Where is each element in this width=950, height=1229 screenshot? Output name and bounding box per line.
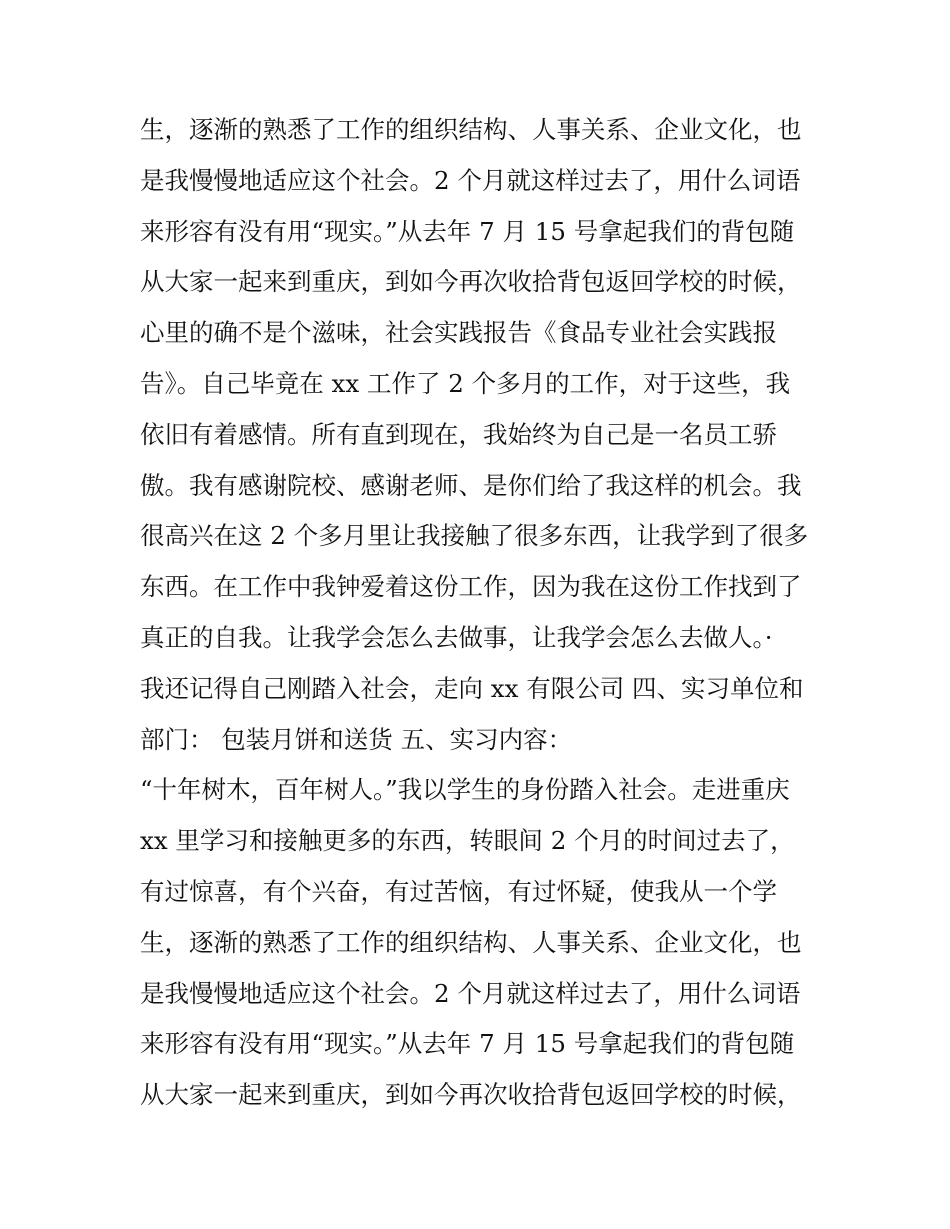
text-line: 是我慢慢地适应这个社会。2 个月就这样过去了，用什么词语 bbox=[140, 165, 801, 195]
text-line: 来形容有没有用“现实。”从去年 7 月 15 号拿起我们的背包随 bbox=[140, 1029, 795, 1059]
text-line: 从大家一起来到重庆，到如今再次收拾背包返回学校的时候， bbox=[140, 267, 802, 297]
text-line: 很高兴在这 2 个多月里让我接触了很多东西，让我学到了很多 bbox=[140, 521, 809, 551]
text-line: “十年树木，百年树人。”我以学生的身份踏入社会。走进重庆 bbox=[140, 775, 790, 805]
text-line: 心里的确不是个滋味，社会实践报告《食品专业社会实践报 bbox=[140, 318, 777, 348]
text-line: 是我慢慢地适应这个社会。2 个月就这样过去了，用什么词语 bbox=[140, 978, 801, 1008]
text-line: xx 里学习和接触更多的东西，转眼间 2 个月的时间过去了， bbox=[140, 826, 795, 856]
body-text bbox=[140, 105, 830, 1121]
text-line: 生，逐渐的熟悉了工作的组织结构、人事关系、企业文化，也 bbox=[140, 115, 802, 144]
text-line: 依旧有着感情。所有直到现在，我始终为自己是一名员工骄 bbox=[140, 419, 777, 449]
text-line: 部门： 包装月饼和送货 五、实习内容： bbox=[140, 724, 573, 754]
text-line: 来形容有没有用“现实。”从去年 7 月 15 号拿起我们的背包随 bbox=[140, 216, 795, 246]
text-line: 傲。我有感谢院校、感谢老师、是你们给了我这样的机会。我 bbox=[140, 470, 802, 500]
text-line: 我还记得自己刚踏入社会，走向 xx 有限公司 四、实习单位和 bbox=[140, 673, 804, 703]
text-line: 真正的自我。让我学会怎么去做事，让我学会怎么去做人。· bbox=[140, 622, 773, 652]
text-line: 从大家一起来到重庆，到如今再次收拾背包返回学校的时候， bbox=[140, 1080, 802, 1110]
text-line: 生，逐渐的熟悉了工作的组织结构、人事关系、企业文化，也 bbox=[140, 927, 802, 957]
text-line: 东西。在工作中我钟爱着这份工作，因为我在这份工作找到了 bbox=[140, 572, 802, 602]
text-line: 有过惊喜，有个兴奋，有过苦恼，有过怀疑，使我从一个学 bbox=[140, 876, 777, 906]
text-line: 告》。自己毕竟在 xx 工作了 2 个多月的工作，对于这些，我 bbox=[140, 368, 791, 398]
